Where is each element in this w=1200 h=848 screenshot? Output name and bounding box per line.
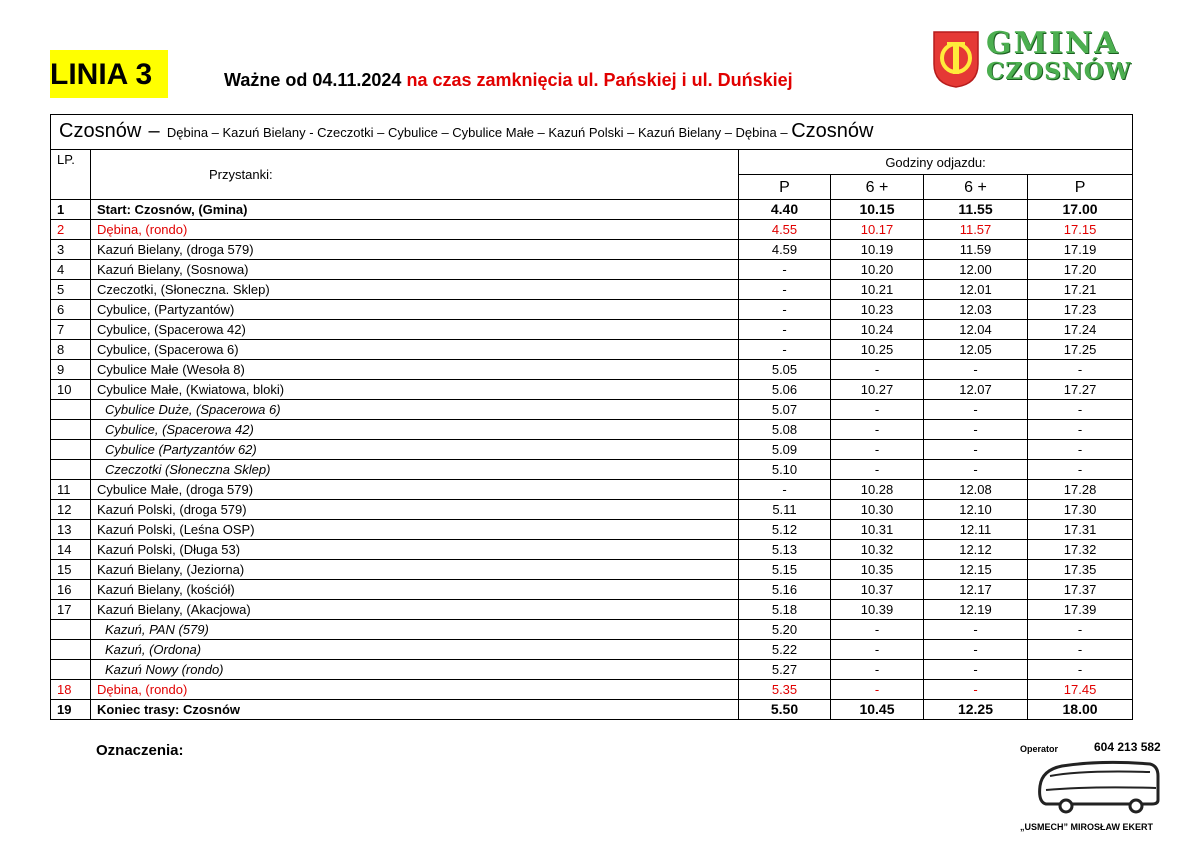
table-row xyxy=(51,360,1133,380)
departure-time: 5.13 xyxy=(739,540,831,560)
schedule-column-header: 6 + xyxy=(831,175,924,200)
header-row xyxy=(51,150,1133,175)
departure-time: 5.06 xyxy=(739,380,831,400)
departure-time: - xyxy=(739,340,831,360)
departure-time: - xyxy=(739,300,831,320)
row-number: 17 xyxy=(51,600,91,620)
departure-time: 17.27 xyxy=(1028,380,1133,400)
stop-name: Cybulice, (Spacerowa 42) xyxy=(91,320,739,340)
departure-time: - xyxy=(1028,460,1133,480)
operator-label: Operator xyxy=(1020,744,1059,754)
line-title: LINIA 3 xyxy=(50,58,153,91)
table-row xyxy=(51,280,1133,300)
stop-name: Czeczotki (Słoneczna Sklep) xyxy=(91,460,739,480)
departure-time: - xyxy=(831,660,924,680)
departure-time: 10.20 xyxy=(831,260,924,280)
departure-time: - xyxy=(739,480,831,500)
stop-name: Kazuń Bielany, (Akacjowa) xyxy=(91,600,739,620)
departure-time: - xyxy=(924,460,1028,480)
row-number: 16 xyxy=(51,580,91,600)
departure-time: 11.55 xyxy=(924,200,1028,220)
route-separator: – xyxy=(148,120,160,142)
departure-time: - xyxy=(831,680,924,700)
departure-time: 10.28 xyxy=(831,480,924,500)
route-via: Dębina – Kazuń Bielany - Czeczotki – Cybulice – Cybulice Małe – Kazuń Polski – Kazuń Bielany – Dębina – xyxy=(166,125,788,140)
departure-time: 10.27 xyxy=(831,380,924,400)
row-number xyxy=(51,660,91,680)
stops-header: Przystanki: xyxy=(91,150,739,200)
departure-time: 12.11 xyxy=(924,520,1028,540)
row-number: 18 xyxy=(51,680,91,700)
row-number: 5 xyxy=(51,280,91,300)
departure-time: 10.23 xyxy=(831,300,924,320)
departure-time: 17.31 xyxy=(1028,520,1133,540)
table-row xyxy=(51,680,1133,700)
departure-time: - xyxy=(831,620,924,640)
table-row xyxy=(51,320,1133,340)
departure-time: 17.00 xyxy=(1028,200,1133,220)
departure-time: 10.19 xyxy=(831,240,924,260)
row-number: 10 xyxy=(51,380,91,400)
departure-time: 10.35 xyxy=(831,560,924,580)
departure-time: 10.32 xyxy=(831,540,924,560)
departure-time: - xyxy=(924,620,1028,640)
departure-time: - xyxy=(739,280,831,300)
stop-name: Kazuń, (Ordona) xyxy=(91,640,739,660)
schedule-column-header: 6 + xyxy=(924,175,1028,200)
departure-time: 10.21 xyxy=(831,280,924,300)
departure-time: 10.15 xyxy=(831,200,924,220)
departure-time: 12.10 xyxy=(924,500,1028,520)
schedule-column-header: P xyxy=(1028,175,1133,200)
departure-time: 10.17 xyxy=(831,220,924,240)
stop-name: Kazuń Bielany, (Sosnowa) xyxy=(91,260,739,280)
table-row xyxy=(51,620,1133,640)
departure-time: - xyxy=(924,420,1028,440)
table-row xyxy=(51,420,1133,440)
row-number xyxy=(51,460,91,480)
departure-time: - xyxy=(739,260,831,280)
departure-time: 5.27 xyxy=(739,660,831,680)
gmina-logo xyxy=(930,28,1140,92)
departure-time: 5.50 xyxy=(739,700,831,720)
table-row xyxy=(51,480,1133,500)
route-destination: Czosnów xyxy=(791,120,874,142)
table-row xyxy=(51,580,1133,600)
operator-name: „USMECH” MIROSŁAW EKERT xyxy=(1020,822,1154,832)
departure-time: 5.09 xyxy=(739,440,831,460)
departure-time: - xyxy=(831,460,924,480)
departure-time: 10.45 xyxy=(831,700,924,720)
stop-name: Koniec trasy: Czosnów xyxy=(91,700,739,720)
departure-time: 10.24 xyxy=(831,320,924,340)
departure-time: 12.07 xyxy=(924,380,1028,400)
closure-note: na czas zamknięcia ul. Pańskiej i ul. Duńskiej xyxy=(406,70,793,90)
departure-time: 17.23 xyxy=(1028,300,1133,320)
departure-time: 17.37 xyxy=(1028,580,1133,600)
departure-time: - xyxy=(831,440,924,460)
departure-time: 10.37 xyxy=(831,580,924,600)
departure-time: 17.45 xyxy=(1028,680,1133,700)
departure-time: 12.15 xyxy=(924,560,1028,580)
logo-line-2: CZOSNÓW xyxy=(986,58,1132,85)
stop-name: Kazuń Polski, (droga 579) xyxy=(91,500,739,520)
departure-time: 12.01 xyxy=(924,280,1028,300)
departure-time: 12.12 xyxy=(924,540,1028,560)
departure-time: 17.24 xyxy=(1028,320,1133,340)
departure-time: 12.03 xyxy=(924,300,1028,320)
departure-time: 4.40 xyxy=(739,200,831,220)
stop-name: Cybulice Duże, (Spacerowa 6) xyxy=(91,400,739,420)
logo-line-1: GMINA xyxy=(986,26,1120,61)
departure-time: - xyxy=(1028,620,1133,640)
table-row xyxy=(51,660,1133,680)
table-row xyxy=(51,300,1133,320)
timetable xyxy=(50,114,1133,720)
table-row xyxy=(51,240,1133,260)
table-row xyxy=(51,560,1133,580)
departure-time: 5.35 xyxy=(739,680,831,700)
departure-time: 17.21 xyxy=(1028,280,1133,300)
stop-name: Start: Czosnów, (Gmina) xyxy=(91,200,739,220)
departure-time: 5.11 xyxy=(739,500,831,520)
table-row xyxy=(51,440,1133,460)
departure-time: 12.08 xyxy=(924,480,1028,500)
table-row xyxy=(51,540,1133,560)
operator-phone: 604 213 582 xyxy=(1094,740,1161,754)
departure-time: - xyxy=(831,640,924,660)
row-number xyxy=(51,620,91,640)
departure-time: 10.39 xyxy=(831,600,924,620)
table-row xyxy=(51,340,1133,360)
stop-name: Dębina, (rondo) xyxy=(91,220,739,240)
table-row xyxy=(51,200,1133,220)
departure-time: 5.05 xyxy=(739,360,831,380)
stop-name: Cybulice Małe, (droga 579) xyxy=(91,480,739,500)
coat-of-arms-icon xyxy=(932,30,980,88)
row-number: 2 xyxy=(51,220,91,240)
route-origin: Czosnów xyxy=(59,120,142,142)
line-number-badge xyxy=(50,50,168,98)
departure-time: - xyxy=(924,640,1028,660)
departure-time: 5.08 xyxy=(739,420,831,440)
route-description xyxy=(51,115,1133,150)
table-row xyxy=(51,380,1133,400)
stop-name: Cybulice, (Partyzantów) xyxy=(91,300,739,320)
stop-name: Czeczotki, (Słoneczna. Sklep) xyxy=(91,280,739,300)
departure-time: 12.05 xyxy=(924,340,1028,360)
validity-note xyxy=(224,70,793,91)
row-number: 7 xyxy=(51,320,91,340)
departure-time: 17.32 xyxy=(1028,540,1133,560)
departure-time: - xyxy=(1028,420,1133,440)
departure-time: 10.31 xyxy=(831,520,924,540)
departure-time: 11.57 xyxy=(924,220,1028,240)
row-number: 8 xyxy=(51,340,91,360)
table-row xyxy=(51,260,1133,280)
departure-time: 17.30 xyxy=(1028,500,1133,520)
departure-time: 17.35 xyxy=(1028,560,1133,580)
operator-logo xyxy=(1010,738,1180,838)
row-number: 1 xyxy=(51,200,91,220)
departure-time: 5.22 xyxy=(739,640,831,660)
stop-name: Kazuń Bielany, (kościół) xyxy=(91,580,739,600)
departure-time: - xyxy=(924,360,1028,380)
stop-name: Kazuń Nowy (rondo) xyxy=(91,660,739,680)
departure-time: 4.55 xyxy=(739,220,831,240)
departure-time: 5.10 xyxy=(739,460,831,480)
route-description-row xyxy=(51,115,1133,150)
stop-name: Cybulice Małe (Wesoła 8) xyxy=(91,360,739,380)
row-number: 6 xyxy=(51,300,91,320)
row-number: 14 xyxy=(51,540,91,560)
stop-name: Cybulice, (Spacerowa 42) xyxy=(91,420,739,440)
departure-time: 17.39 xyxy=(1028,600,1133,620)
departure-time: 5.20 xyxy=(739,620,831,640)
departure-time: 12.17 xyxy=(924,580,1028,600)
departure-time: 12.04 xyxy=(924,320,1028,340)
departure-time: 12.00 xyxy=(924,260,1028,280)
departure-time: 10.30 xyxy=(831,500,924,520)
departure-time: 17.15 xyxy=(1028,220,1133,240)
table-row xyxy=(51,600,1133,620)
departure-time: - xyxy=(1028,640,1133,660)
row-number xyxy=(51,400,91,420)
departure-time: - xyxy=(924,680,1028,700)
departure-time: 12.25 xyxy=(924,700,1028,720)
row-number: 4 xyxy=(51,260,91,280)
departure-time: 5.07 xyxy=(739,400,831,420)
table-row xyxy=(51,460,1133,480)
departure-time: 17.20 xyxy=(1028,260,1133,280)
departure-time: - xyxy=(1028,440,1133,460)
table-row xyxy=(51,520,1133,540)
departure-time: 4.59 xyxy=(739,240,831,260)
schedule-column-header: P xyxy=(739,175,831,200)
row-number: 3 xyxy=(51,240,91,260)
table-row xyxy=(51,500,1133,520)
stop-name: Dębina, (rondo) xyxy=(91,680,739,700)
departure-time: 12.19 xyxy=(924,600,1028,620)
departure-time: - xyxy=(924,440,1028,460)
departure-time: 17.19 xyxy=(1028,240,1133,260)
departure-times-header: Godziny odjazdu: xyxy=(739,150,1133,175)
stop-name: Kazuń, PAN (579) xyxy=(91,620,739,640)
table-row xyxy=(51,220,1133,240)
departure-time: - xyxy=(739,320,831,340)
row-number: 15 xyxy=(51,560,91,580)
departure-time: 17.28 xyxy=(1028,480,1133,500)
stop-name: Kazuń Polski, (Długa 53) xyxy=(91,540,739,560)
departure-time: 11.59 xyxy=(924,240,1028,260)
stop-name: Kazuń Polski, (Leśna OSP) xyxy=(91,520,739,540)
stop-name: Kazuń Bielany, (Jeziorna) xyxy=(91,560,739,580)
row-number: 12 xyxy=(51,500,91,520)
legend-label: Oznaczenia: xyxy=(96,742,184,759)
bus-icon xyxy=(1032,756,1162,816)
row-number xyxy=(51,420,91,440)
stop-name: Cybulice (Partyzantów 62) xyxy=(91,440,739,460)
departure-time: 5.18 xyxy=(739,600,831,620)
departure-time: - xyxy=(831,360,924,380)
departure-time: - xyxy=(1028,360,1133,380)
departure-time: 5.12 xyxy=(739,520,831,540)
row-number: 9 xyxy=(51,360,91,380)
table-row xyxy=(51,700,1133,720)
departure-time: 10.25 xyxy=(831,340,924,360)
departure-time: - xyxy=(1028,400,1133,420)
departure-time: - xyxy=(831,420,924,440)
stop-name: Cybulice, (Spacerowa 6) xyxy=(91,340,739,360)
departure-time: - xyxy=(831,400,924,420)
stop-name: Cybulice Małe, (Kwiatowa, bloki) xyxy=(91,380,739,400)
lp-header: LP. xyxy=(51,150,91,200)
row-number xyxy=(51,440,91,460)
table-row xyxy=(51,640,1133,660)
departure-time: 18.00 xyxy=(1028,700,1133,720)
row-number: 11 xyxy=(51,480,91,500)
departure-time: 5.15 xyxy=(739,560,831,580)
row-number xyxy=(51,640,91,660)
departure-time: 5.16 xyxy=(739,580,831,600)
departure-time: - xyxy=(1028,660,1133,680)
table-row xyxy=(51,400,1133,420)
departure-time: - xyxy=(924,400,1028,420)
valid-from: Ważne od 04.11.2024 xyxy=(224,70,402,90)
row-number: 19 xyxy=(51,700,91,720)
departure-time: 17.25 xyxy=(1028,340,1133,360)
stop-name: Kazuń Bielany, (droga 579) xyxy=(91,240,739,260)
departure-time: - xyxy=(924,660,1028,680)
row-number: 13 xyxy=(51,520,91,540)
